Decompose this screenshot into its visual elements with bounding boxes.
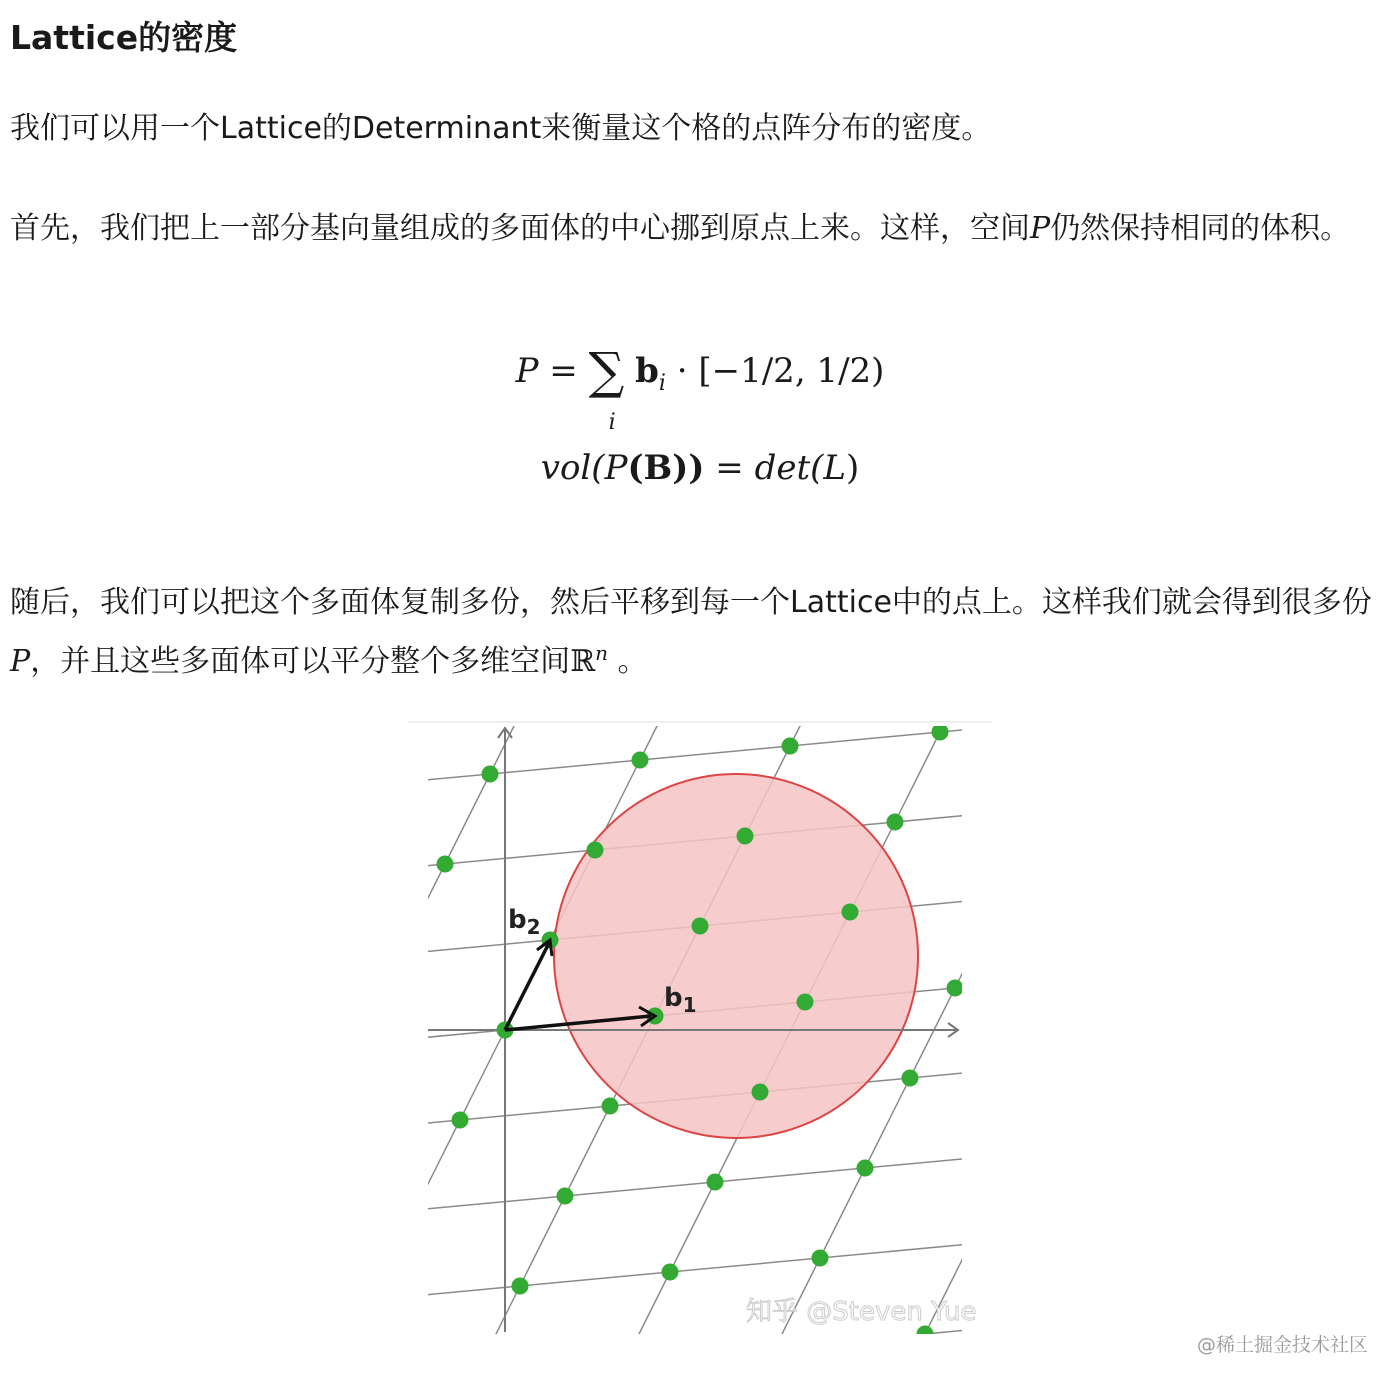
- shaded-circle: [554, 774, 918, 1138]
- sum-index: i: [608, 410, 616, 435]
- text-segment: 随后，我们可以把这个多面体复制多份，然后平移到每一个Lattice中的点上。这样我们就会得到很多份: [10, 585, 1372, 620]
- basis-vector-index: i: [658, 370, 666, 396]
- sum-glyph: ∑: [588, 342, 625, 400]
- lattice-point: [452, 1112, 469, 1129]
- formula-block: [0, 340, 1400, 500]
- basis-vector: b: [635, 351, 659, 391]
- math-symbol-p: P: [10, 644, 31, 679]
- text-segment: ，并且这些多面体可以平分整个多维空间: [30, 644, 571, 679]
- text-segment: 仍然保持相同的体积。: [1050, 211, 1351, 246]
- lattice-point: [437, 856, 454, 873]
- lattice-point: [512, 1278, 529, 1295]
- text-segment: 。: [608, 644, 648, 679]
- lattice-point: [602, 1098, 619, 1115]
- formula-line-2: [0, 448, 1400, 488]
- lattice-point: [887, 814, 904, 831]
- section-heading: Lattice的密度: [10, 18, 238, 57]
- math-symbol-p: P: [604, 448, 628, 488]
- text-segment: 首先，我们把上一部分基向量组成的多面体的中心挪到原点上来。这样，空间: [10, 211, 1030, 246]
- lattice-point: [752, 1084, 769, 1101]
- lattice-point: [692, 918, 709, 935]
- math-symbol-p: P: [1030, 211, 1051, 246]
- site-watermark: @稀土掘金技术社区: [1196, 1334, 1368, 1356]
- lattice-point: [482, 766, 499, 783]
- paragraph-density-intro: 我们可以用一个Lattice的Determinant来衡量这个格的点阵分布的密度。: [10, 111, 992, 146]
- close-paren: ): [845, 448, 860, 488]
- lattice-point: [932, 724, 949, 741]
- label-b2: $b_2$: [508, 905, 541, 939]
- lattice-diagram: [408, 718, 992, 1338]
- paragraph-center-polytope: [10, 204, 1390, 254]
- lattice-symbol: L: [823, 448, 846, 488]
- lattice-point: [797, 994, 814, 1011]
- label-b1: $b_1$: [664, 983, 697, 1017]
- paragraph-tiling: [10, 578, 1390, 687]
- lattice-point: [707, 1174, 724, 1191]
- lattice-point: [662, 1264, 679, 1281]
- formula-line-1: [0, 342, 1400, 435]
- vector-b2-line: [505, 943, 549, 1030]
- equals-sign: =: [704, 448, 755, 488]
- lattice-point: [632, 752, 649, 769]
- lattice-point: [782, 738, 799, 755]
- lattice-point: [842, 904, 859, 921]
- lattice-point: [557, 1188, 574, 1205]
- det-function: det(: [754, 448, 824, 488]
- summation-symbol: [588, 342, 625, 435]
- grid-line-b1: [408, 1140, 992, 1252]
- lattice-point: [902, 1070, 919, 1087]
- lattice-point: [857, 1160, 874, 1177]
- real-space-symbol: ℝ: [570, 644, 596, 679]
- lattice-point: [917, 1326, 934, 1339]
- dimension-exponent: n: [595, 641, 609, 665]
- vol-function: vol(: [540, 448, 605, 488]
- interval-expression: · [−1/2, 1/2): [665, 351, 885, 391]
- zhihu-watermark: 知乎 @Steven Yue: [746, 1297, 977, 1327]
- lattice-point: [587, 842, 604, 859]
- equals-sign: =: [549, 351, 578, 391]
- lattice-figure: [408, 718, 992, 1338]
- math-symbol-p: P: [515, 351, 539, 391]
- lattice-point: [947, 980, 964, 997]
- basis-matrix: (B)): [627, 448, 705, 488]
- lattice-point: [737, 828, 754, 845]
- grid-line-b2: [408, 718, 415, 1338]
- lattice-point: [812, 1250, 829, 1267]
